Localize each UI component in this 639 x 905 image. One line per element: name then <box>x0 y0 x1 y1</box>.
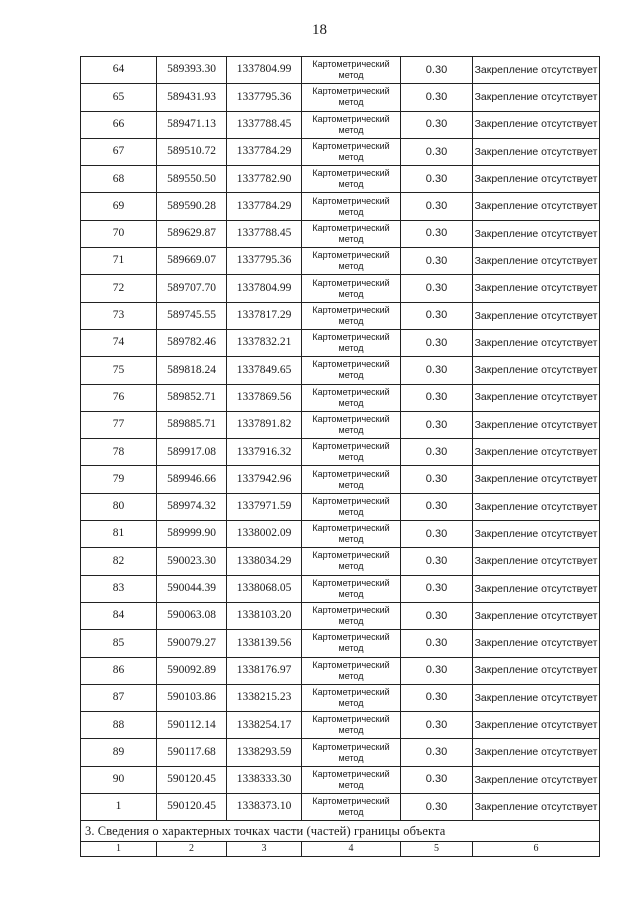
point-number-cell: 81 <box>81 521 157 548</box>
method-line-1: Картометрический <box>312 605 390 616</box>
x-coordinate-cell: 589946.66 <box>157 466 227 493</box>
accuracy-cell: 0.30 <box>401 739 473 766</box>
point-number-cell: 82 <box>81 548 157 575</box>
x-coordinate-cell: 590044.39 <box>157 575 227 602</box>
method-line-2: метод <box>338 452 364 463</box>
x-coordinate-cell: 589782.46 <box>157 329 227 356</box>
point-number-cell: 87 <box>81 684 157 711</box>
note-cell: Закрепление отсутствует <box>473 220 600 247</box>
accuracy-cell: 0.30 <box>401 657 473 684</box>
accuracy-cell: 0.30 <box>401 84 473 111</box>
table-row <box>81 439 600 466</box>
note-cell: Закрепление отсутствует <box>473 466 600 493</box>
x-coordinate-cell: 590117.68 <box>157 739 227 766</box>
accuracy-cell: 0.30 <box>401 138 473 165</box>
method-line-2: метод <box>338 779 364 790</box>
y-coordinate-cell: 1337849.65 <box>227 357 302 384</box>
y-coordinate-cell: 1337795.36 <box>227 248 302 275</box>
note-cell: Закрепление отсутствует <box>473 739 600 766</box>
method-line-1: Картометрический <box>312 113 390 124</box>
method-line-2: метод <box>338 697 364 708</box>
x-coordinate-cell: 590103.86 <box>157 684 227 711</box>
accuracy-cell: 0.30 <box>401 712 473 739</box>
method-cell <box>302 493 401 520</box>
column-number-row <box>81 842 600 857</box>
table-row <box>81 684 600 711</box>
note-cell: Закрепление отсутствует <box>473 575 600 602</box>
method-line-1: Картометрический <box>312 577 390 588</box>
point-number-cell: 69 <box>81 193 157 220</box>
method-line-1: Картометрический <box>312 386 390 397</box>
note-cell: Закрепление отсутствует <box>473 111 600 138</box>
note-cell: Закрепление отсутствует <box>473 439 600 466</box>
method-cell <box>302 712 401 739</box>
x-coordinate-cell: 589974.32 <box>157 493 227 520</box>
table-row <box>81 493 600 520</box>
method-line-2: метод <box>338 315 364 326</box>
accuracy-cell: 0.30 <box>401 602 473 629</box>
point-number-cell: 70 <box>81 220 157 247</box>
point-number-cell: 64 <box>81 57 157 84</box>
y-coordinate-cell: 1338333.30 <box>227 766 302 793</box>
method-cell <box>302 602 401 629</box>
x-coordinate-cell: 589393.30 <box>157 57 227 84</box>
y-coordinate-cell: 1337971.59 <box>227 493 302 520</box>
point-number-cell: 67 <box>81 138 157 165</box>
y-coordinate-cell: 1337916.32 <box>227 439 302 466</box>
method-line-1: Картометрический <box>312 359 390 370</box>
x-coordinate-cell: 589510.72 <box>157 138 227 165</box>
table-row <box>81 329 600 356</box>
method-line-2: метод <box>338 152 364 163</box>
accuracy-cell: 0.30 <box>401 548 473 575</box>
y-coordinate-cell: 1337782.90 <box>227 166 302 193</box>
y-coordinate-cell: 1338215.23 <box>227 684 302 711</box>
method-line-1: Картометрический <box>312 659 390 670</box>
note-cell: Закрепление отсутствует <box>473 630 600 657</box>
note-cell: Закрепление отсутствует <box>473 57 600 84</box>
method-line-2: метод <box>338 370 364 381</box>
x-coordinate-cell: 589629.87 <box>157 220 227 247</box>
x-coordinate-cell: 590092.89 <box>157 657 227 684</box>
method-line-1: Картометрический <box>312 768 390 779</box>
method-cell <box>302 84 401 111</box>
accuracy-cell: 0.30 <box>401 684 473 711</box>
method-line-1: Картометрический <box>312 441 390 452</box>
point-number-cell: 79 <box>81 466 157 493</box>
accuracy-cell: 0.30 <box>401 166 473 193</box>
method-cell <box>302 439 401 466</box>
method-line-1: Картометрический <box>312 86 390 97</box>
section-title-row <box>81 821 600 842</box>
method-line-2: метод <box>338 425 364 435</box>
method-cell <box>302 57 401 84</box>
note-cell: Закрепление отсутствует <box>473 384 600 411</box>
point-number-cell: 78 <box>81 439 157 466</box>
column-number-cell: 3 <box>227 842 302 857</box>
x-coordinate-cell: 589885.71 <box>157 411 227 438</box>
table-row <box>81 712 600 739</box>
table-row <box>81 602 600 629</box>
accuracy-cell: 0.30 <box>401 248 473 275</box>
point-number-cell: 77 <box>81 411 157 438</box>
table-row <box>81 739 600 766</box>
method-line-1: Картометрический <box>312 741 390 752</box>
accuracy-cell: 0.30 <box>401 302 473 329</box>
accuracy-cell: 0.30 <box>401 111 473 138</box>
y-coordinate-cell: 1337817.29 <box>227 302 302 329</box>
method-line-1: Картометрический <box>312 59 390 70</box>
method-line-1: Картометрический <box>312 168 390 179</box>
point-number-cell: 76 <box>81 384 157 411</box>
method-line-1: Картометрический <box>312 222 390 233</box>
method-cell <box>302 657 401 684</box>
accuracy-cell: 0.30 <box>401 384 473 411</box>
x-coordinate-cell: 590023.30 <box>157 548 227 575</box>
y-coordinate-cell: 1338068.05 <box>227 575 302 602</box>
x-coordinate-cell: 589431.93 <box>157 84 227 111</box>
x-coordinate-cell: 590120.45 <box>157 766 227 793</box>
method-line-2: метод <box>338 643 364 654</box>
method-line-2: метод <box>338 206 364 217</box>
method-line-1: Картометрический <box>312 195 390 206</box>
note-cell: Закрепление отсутствует <box>473 302 600 329</box>
table-row <box>81 111 600 138</box>
x-coordinate-cell: 589669.07 <box>157 248 227 275</box>
y-coordinate-cell: 1337788.45 <box>227 220 302 247</box>
method-line-1: Картометрический <box>312 714 390 725</box>
y-coordinate-cell: 1338254.17 <box>227 712 302 739</box>
method-line-2: метод <box>338 343 364 354</box>
method-cell <box>302 302 401 329</box>
table-row <box>81 220 600 247</box>
x-coordinate-cell: 589852.71 <box>157 384 227 411</box>
accuracy-cell: 0.30 <box>401 357 473 384</box>
table-row <box>81 248 600 275</box>
accuracy-cell: 0.30 <box>401 466 473 493</box>
x-coordinate-cell: 590079.27 <box>157 630 227 657</box>
page-number: 18 <box>312 22 327 38</box>
y-coordinate-cell: 1338103.20 <box>227 602 302 629</box>
table-row <box>81 84 600 111</box>
point-number-cell: 88 <box>81 712 157 739</box>
section-title: 3. Сведения о характерных точках части (частей) границы объекта <box>81 821 600 842</box>
table-row <box>81 275 600 302</box>
note-cell: Закрепление отсутствует <box>473 493 600 520</box>
point-number-cell: 1 <box>81 794 157 821</box>
method-line-2: метод <box>338 70 364 81</box>
method-line-2: метод <box>338 479 364 490</box>
method-line-1: Картометрический <box>312 632 390 643</box>
note-cell: Закрепление отсутствует <box>473 84 600 111</box>
point-number-cell: 85 <box>81 630 157 657</box>
point-number-cell: 90 <box>81 766 157 793</box>
method-cell <box>302 111 401 138</box>
method-line-2: метод <box>338 670 364 681</box>
method-line-1: Картометрический <box>312 304 390 315</box>
point-number-cell: 80 <box>81 493 157 520</box>
method-cell <box>302 739 401 766</box>
note-cell: Закрепление отсутствует <box>473 521 600 548</box>
accuracy-cell: 0.30 <box>401 794 473 821</box>
column-number-cell: 6 <box>473 842 600 857</box>
column-number-cell: 5 <box>401 842 473 857</box>
method-line-1: Картометрический <box>312 468 390 479</box>
y-coordinate-cell: 1337784.29 <box>227 193 302 220</box>
accuracy-cell: 0.30 <box>401 329 473 356</box>
x-coordinate-cell: 589818.24 <box>157 357 227 384</box>
column-number-cell: 1 <box>81 842 157 857</box>
y-coordinate-cell: 1338034.29 <box>227 548 302 575</box>
table-row <box>81 548 600 575</box>
x-coordinate-cell: 589745.55 <box>157 302 227 329</box>
table-row <box>81 466 600 493</box>
accuracy-cell: 0.30 <box>401 193 473 220</box>
note-cell: Закрепление отсутствует <box>473 548 600 575</box>
method-line-1: Картометрический <box>312 250 390 261</box>
note-cell: Закрепление отсутствует <box>473 657 600 684</box>
method-line-2: метод <box>338 725 364 736</box>
table-row <box>81 766 600 793</box>
table-row <box>81 411 600 438</box>
note-cell: Закрепление отсутствует <box>473 193 600 220</box>
x-coordinate-cell: 589707.70 <box>157 275 227 302</box>
y-coordinate-cell: 1338176.97 <box>227 657 302 684</box>
note-cell: Закрепление отсутствует <box>473 248 600 275</box>
note-cell: Закрепление отсутствует <box>473 684 600 711</box>
table-row <box>81 166 600 193</box>
note-cell: Закрепление отсутствует <box>473 166 600 193</box>
method-line-2: метод <box>338 534 364 545</box>
accuracy-cell: 0.30 <box>401 575 473 602</box>
note-cell: Закрепление отсутствует <box>473 357 600 384</box>
method-line-1: Картометрический <box>312 141 390 152</box>
point-number-cell: 65 <box>81 84 157 111</box>
method-line-1: Картометрический <box>312 332 390 343</box>
y-coordinate-cell: 1337891.82 <box>227 411 302 438</box>
point-number-cell: 68 <box>81 166 157 193</box>
point-number-cell: 86 <box>81 657 157 684</box>
column-number-cell: 4 <box>302 842 401 857</box>
x-coordinate-cell: 590063.08 <box>157 602 227 629</box>
method-cell <box>302 166 401 193</box>
method-cell <box>302 193 401 220</box>
y-coordinate-cell: 1337832.21 <box>227 329 302 356</box>
method-line-1: Картометрический <box>312 796 390 807</box>
y-coordinate-cell: 1338002.09 <box>227 521 302 548</box>
point-number-cell: 72 <box>81 275 157 302</box>
method-line-2: метод <box>338 179 364 190</box>
method-cell <box>302 548 401 575</box>
note-cell: Закрепление отсутствует <box>473 138 600 165</box>
y-coordinate-cell: 1338139.56 <box>227 630 302 657</box>
method-line-2: метод <box>338 506 364 517</box>
method-line-2: метод <box>338 397 364 408</box>
table-row <box>81 794 600 821</box>
table-row <box>81 357 600 384</box>
column-number-cell: 2 <box>157 842 227 857</box>
x-coordinate-cell: 590112.14 <box>157 712 227 739</box>
method-cell <box>302 684 401 711</box>
x-coordinate-cell: 589917.08 <box>157 439 227 466</box>
method-line-2: метод <box>338 588 364 599</box>
method-line-2: метод <box>338 616 364 627</box>
y-coordinate-cell: 1337804.99 <box>227 275 302 302</box>
method-line-1: Картометрический <box>312 550 390 561</box>
point-number-cell: 73 <box>81 302 157 329</box>
table-row <box>81 193 600 220</box>
method-line-2: метод <box>338 124 364 135</box>
y-coordinate-cell: 1337788.45 <box>227 111 302 138</box>
method-line-1: Картометрический <box>312 523 390 534</box>
table-row <box>81 657 600 684</box>
method-cell <box>302 275 401 302</box>
y-coordinate-cell: 1337784.29 <box>227 138 302 165</box>
note-cell: Закрепление отсутствует <box>473 794 600 821</box>
note-cell: Закрепление отсутствует <box>473 275 600 302</box>
accuracy-cell: 0.30 <box>401 766 473 793</box>
method-cell <box>302 138 401 165</box>
point-number-cell: 75 <box>81 357 157 384</box>
note-cell: Закрепление отсутствует <box>473 411 600 438</box>
method-cell <box>302 766 401 793</box>
accuracy-cell: 0.30 <box>401 521 473 548</box>
note-cell: Закрепление отсутствует <box>473 712 600 739</box>
method-cell <box>302 630 401 657</box>
y-coordinate-cell: 1337795.36 <box>227 84 302 111</box>
note-cell: Закрепление отсутствует <box>473 329 600 356</box>
table-row <box>81 138 600 165</box>
x-coordinate-cell: 589550.50 <box>157 166 227 193</box>
method-cell <box>302 329 401 356</box>
table-row <box>81 302 600 329</box>
note-cell: Закрепление отсутствует <box>473 766 600 793</box>
y-coordinate-cell: 1337869.56 <box>227 384 302 411</box>
method-cell <box>302 575 401 602</box>
method-line-2: метод <box>338 233 364 244</box>
x-coordinate-cell: 589471.13 <box>157 111 227 138</box>
y-coordinate-cell: 1338293.59 <box>227 739 302 766</box>
accuracy-cell: 0.30 <box>401 493 473 520</box>
point-number-cell: 89 <box>81 739 157 766</box>
method-cell <box>302 521 401 548</box>
table-row <box>81 575 600 602</box>
table-row <box>81 521 600 548</box>
accuracy-cell: 0.30 <box>401 220 473 247</box>
table-row <box>81 630 600 657</box>
x-coordinate-cell: 589590.28 <box>157 193 227 220</box>
x-coordinate-cell: 590120.45 <box>157 794 227 821</box>
point-number-cell: 74 <box>81 329 157 356</box>
method-cell <box>302 411 401 438</box>
table-row <box>81 384 600 411</box>
y-coordinate-cell: 1338373.10 <box>227 794 302 821</box>
method-cell <box>302 466 401 493</box>
x-coordinate-cell: 589999.90 <box>157 521 227 548</box>
method-cell <box>302 220 401 247</box>
coordinates-table <box>80 56 600 857</box>
method-cell <box>302 794 401 821</box>
method-line-1: Картометрический <box>312 495 390 506</box>
note-cell: Закрепление отсутствует <box>473 602 600 629</box>
point-number-cell: 84 <box>81 602 157 629</box>
method-cell <box>302 357 401 384</box>
method-cell <box>302 248 401 275</box>
method-line-1: Картометрический <box>312 277 390 288</box>
accuracy-cell: 0.30 <box>401 57 473 84</box>
point-number-cell: 83 <box>81 575 157 602</box>
method-line-2: метод <box>338 561 364 572</box>
method-cell <box>302 384 401 411</box>
accuracy-cell: 0.30 <box>401 630 473 657</box>
method-line-1: Картометрический <box>312 414 390 424</box>
accuracy-cell: 0.30 <box>401 275 473 302</box>
point-number-cell: 71 <box>81 248 157 275</box>
point-number-cell: 66 <box>81 111 157 138</box>
method-line-2: метод <box>338 807 364 818</box>
method-line-1: Картометрический <box>312 686 390 697</box>
method-line-2: метод <box>338 288 364 299</box>
accuracy-cell: 0.30 <box>401 439 473 466</box>
y-coordinate-cell: 1337942.96 <box>227 466 302 493</box>
accuracy-cell: 0.30 <box>401 411 473 438</box>
table-row <box>81 57 600 84</box>
method-line-2: метод <box>338 752 364 763</box>
y-coordinate-cell: 1337804.99 <box>227 57 302 84</box>
method-line-2: метод <box>338 261 364 272</box>
method-line-2: метод <box>338 97 364 108</box>
